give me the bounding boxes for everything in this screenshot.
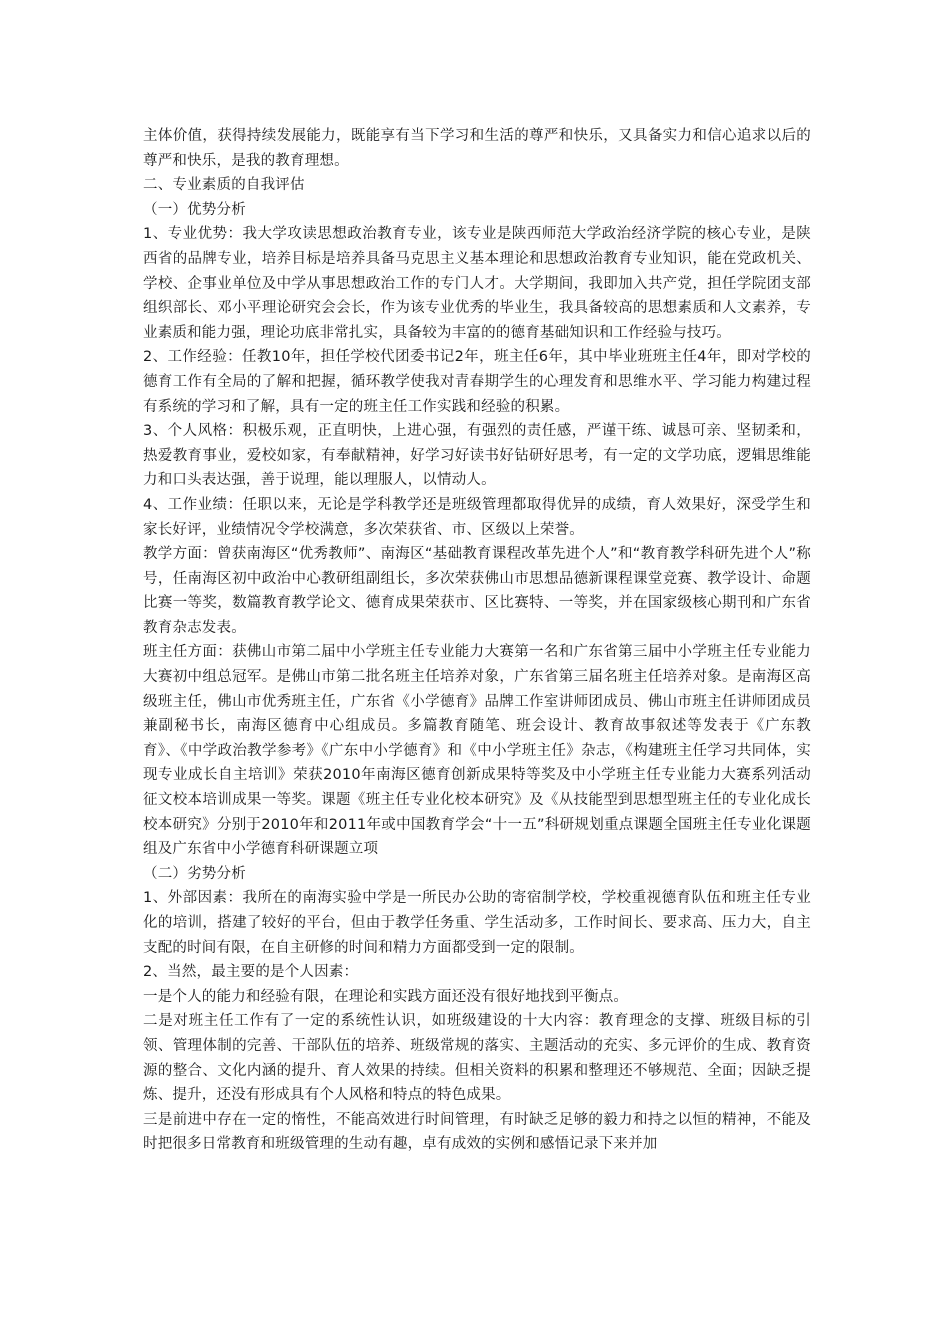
paragraph-intro-ending: 主体价值，获得持续发展能力，既能享有当下学习和生活的尊严和快乐，又具备实力和信心追求以后的尊严和快乐，是我的教育理想。 <box>143 128 811 169</box>
document-body <box>143 124 811 1157</box>
paragraph-personal-style: 3、个人风格：积极乐观，正直明快，上进心强，有强烈的责任感，严谨干练、诚恳可亲、坚韧柔和，热爱教育事业，爱校如家，有奉献精神，好学习好读书好钻研好思考，有一定的文学功底，逻辑思维能力和口头表达强，善于说理，能以理服人，以情动人。 <box>143 423 811 489</box>
paragraph-personal-factors: 2、当然，最主要的是个人因素： <box>143 964 359 981</box>
paragraph-point-one: 一是个人的能力和经验有限，在理论和实践方面还没有很好地找到平衡点。 <box>143 988 629 1005</box>
paragraph-head-teacher: 班主任方面：获佛山市第二届中小学班主任专业能力大赛第一名和广东省第三届中小学班主任专业能力大赛初中组总冠军。是佛山市第二批名班主任培养对象，广东省第三届名班主任培养对象。是南海区高级班主任，佛山市优秀班主任，广东省《小学德育》品牌工作室讲师团成员、佛山市班主任讲师团成员兼副秘书长，南海区德育中心组成员。多篇教育随笔、班会设计、教育故事叙述等发表于《广东教育》、《中学政治教学参考》《广东中小学德育》和《中小学班主任》杂志，《构建班主任学习共同体，实现专业成长自主培训》荣获2010年南海区德育创新成果特等奖及中小学班主任专业能力大赛系列活动征文校本培训成果一等奖。课题《班主任专业化校本研究》及《从技能型到思想型班主任的专业化成长校本研究》分别于2010年和2011年或中国教育学会“十一五”科研规划重点课题全国班主任专业化课题组及广东省中小学德育科研课题立项 <box>143 644 811 858</box>
subsection-heading-strengths: （一）优势分析 <box>143 201 246 218</box>
paragraph-external-factors: 1、外部因素：我所在的南海实验中学是一所民办公助的寄宿制学校，学校重视德育队伍和班主任专业化的培训，搭建了较好的平台，但由于教学任务重、学生活动多，工作时间长、要求高、压力大，自主支配的时间有限，在自主研修的时间和精力方面都受到一定的限制。 <box>143 890 811 956</box>
subsection-heading-weaknesses: （二）劣势分析 <box>143 865 246 882</box>
section-heading-self-assessment: 二、专业素质的自我评估 <box>143 177 305 194</box>
paragraph-work-experience: 2、工作经验：任教10年，担任学校代团委书记2年，班主任6年，其中毕业班班主任4年，即对学校的德育工作有全局的了解和把握，循环教学使我对青春期学生的心理发育和思维水平、学习能力构建过程有系统的学习和了解，具有一定的班主任工作实践和经验的积累。 <box>143 349 811 415</box>
paragraph-professional-advantage: 1、专业优势：我大学攻读思想政治教育专业，该专业是陕西师范大学政治经济学院的核心专业，是陕西省的品牌专业，培养目标是培养具备马克思主义基本理论和思想政治教育专业知识，能在党政机关、学校、企事业单位及中学从事思想政治工作的专门人才。大学期间，我即加入共产党，担任学院团支部组织部长、邓小平理论研究会会长，作为该专业优秀的毕业生，我具备较高的思想素质和人文素养，专业素质和能力强，理论功底非常扎实，具备较为丰富的的德育基础知识和工作经验与技巧。 <box>143 226 811 341</box>
paragraph-point-two: 二是对班主任工作有了一定的系统性认识，如班级建设的十大内容：教育理念的支撑、班级目标的引领、管理体制的完善、干部队伍的培养、班级常规的落实、主题活动的充实、多元评价的生成、教育资源的整合、文化内涵的提升、育人效果的持续。但相关资料的积累和整理还不够规范、全面；因缺乏提炼、提升，还没有形成具有个人风格和特点的特色成果。 <box>143 1013 811 1104</box>
paragraph-teaching: 教学方面：曾获南海区“优秀教师”、南海区“基础教育课程改革先进个人”和“教育教学科研先进个人”称号，任南海区初中政治中心教研组副组长，多次荣获佛山市思想品德新课程课堂竞赛、教学设计、命题比赛一等奖，数篇教育教学论文、德育成果荣获市、区比赛特、一等奖，并在国家级核心期刊和广东省教育杂志发表。 <box>143 546 811 636</box>
paragraph-work-achievements: 4、工作业绩：任职以来，无论是学科教学还是班级管理都取得优异的成绩，育人效果好，深受学生和家长好评，业绩情况令学校满意，多次荣获省、市、区级以上荣誉。 <box>143 496 811 538</box>
paragraph-point-three: 三是前进中存在一定的惰性，不能高效进行时间管理，有时缺乏足够的毅力和持之以恒的精神，不能及时把很多日常教育和班级管理的生动有趣，卓有成效的实例和感悟记录下来并加 <box>143 1111 811 1153</box>
